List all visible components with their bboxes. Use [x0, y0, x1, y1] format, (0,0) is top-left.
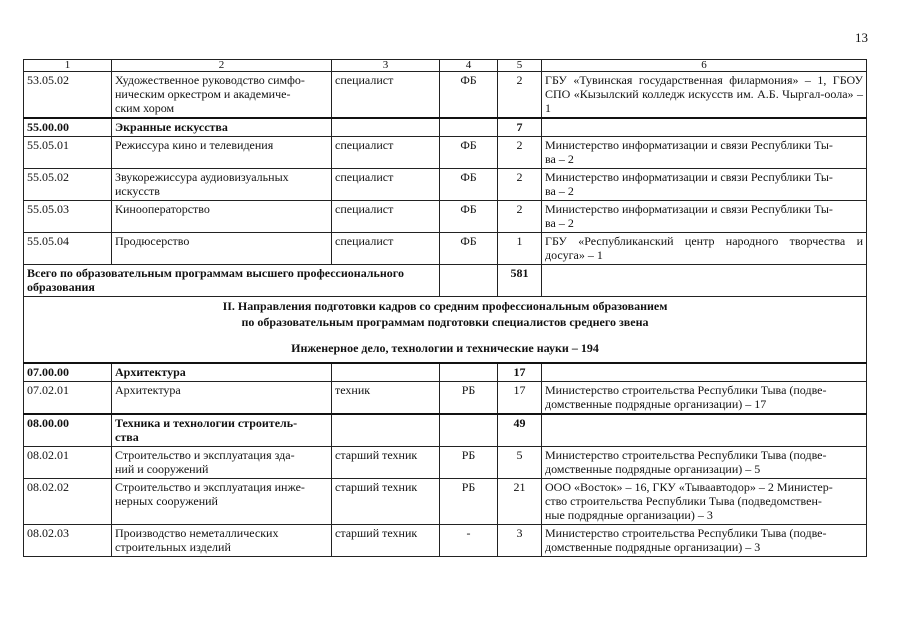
column-header-6: 6 [542, 60, 867, 72]
section-heading [24, 297, 867, 364]
qualification-cell: специалист [332, 137, 440, 169]
funding-cell: ФБ [440, 72, 498, 119]
qualification-cell: специалист [332, 201, 440, 233]
column-header-2: 2 [112, 60, 332, 72]
count-cell: 5 [498, 447, 542, 479]
program-name-cell: Строительство и эксплуатация инже- нерных сооружений [112, 479, 332, 525]
organization-cell: Министерство строительства Республики Тыва (подве- домственные подрядные организации) – 5 [542, 447, 867, 479]
total-empty-org [542, 265, 867, 297]
funding-cell [440, 363, 498, 382]
funding-cell [440, 414, 498, 447]
table-row [24, 479, 867, 525]
column-number-header [24, 60, 867, 72]
table-body-higher-education [24, 60, 867, 265]
qualification-cell [332, 118, 440, 137]
count-cell: 2 [498, 169, 542, 201]
table-row [24, 169, 867, 201]
program-name-cell: Художественное руководство симфо- ническим оркестром и академиче- ским хором [112, 72, 332, 119]
qualification-cell: старший техник [332, 479, 440, 525]
total-label: Всего по образовательным программам высшего профессионального образования [24, 265, 440, 297]
count-cell: 21 [498, 479, 542, 525]
column-header-1: 1 [24, 60, 112, 72]
table-row [24, 447, 867, 479]
program-code-cell: 55.05.02 [24, 169, 112, 201]
program-name-cell: Экранные искусства [112, 118, 332, 137]
table-body-total [24, 265, 867, 364]
organization-cell: ГБУ «Республиканский центр народного творчества и досуга» – 1 [542, 233, 867, 265]
organization-cell: Министерство строительства Республики Тыва (подве- домственные подрядные организации) – 17 [542, 382, 867, 415]
qualification-cell [332, 414, 440, 447]
count-cell: 7 [498, 118, 542, 137]
count-cell: 49 [498, 414, 542, 447]
column-header-5: 5 [498, 60, 542, 72]
funding-cell: ФБ [440, 233, 498, 265]
count-cell: 17 [498, 382, 542, 415]
qualification-cell: специалист [332, 72, 440, 119]
section-title-line2: по образовательным программам подготовки специалистов среднего звена [241, 315, 649, 329]
table-row [24, 201, 867, 233]
group-row [24, 414, 867, 447]
organization-cell [542, 363, 867, 382]
funding-cell: ФБ [440, 169, 498, 201]
program-code-cell: 08.02.01 [24, 447, 112, 479]
funding-cell: ФБ [440, 201, 498, 233]
program-code-cell: 55.05.01 [24, 137, 112, 169]
program-code-cell: 08.02.02 [24, 479, 112, 525]
program-name-cell: Звукорежиссура аудиовизуальных искусств [112, 169, 332, 201]
qualification-cell: техник [332, 382, 440, 415]
organization-cell: Министерство информатизации и связи Республики Ты- ва – 2 [542, 201, 867, 233]
qualification-cell: специалист [332, 169, 440, 201]
qualification-cell: старший техник [332, 447, 440, 479]
program-name-cell: Производство неметаллических строительных изделий [112, 525, 332, 557]
program-name-cell: Техника и технологии строитель- ства [112, 414, 332, 447]
program-name-cell: Архитектура [112, 363, 332, 382]
organization-cell: Министерство информатизации и связи Республики Ты- ва – 2 [542, 169, 867, 201]
table-row [24, 382, 867, 415]
program-name-cell: Архитектура [112, 382, 332, 415]
qualification-cell: специалист [332, 233, 440, 265]
funding-cell: РБ [440, 447, 498, 479]
table-row [24, 233, 867, 265]
table-row [24, 72, 867, 119]
program-code-cell: 53.05.02 [24, 72, 112, 119]
program-code-cell: 07.02.01 [24, 382, 112, 415]
table-row [24, 137, 867, 169]
program-code-cell: 08.02.03 [24, 525, 112, 557]
section-heading-row [24, 297, 867, 364]
count-cell: 2 [498, 137, 542, 169]
organization-cell: ООО «Восток» – 16, ГКУ «Тываавтодор» – 2 Министер- ство строительства Республики Тыва (подведомствен- ные подрядные организации) – 3 [542, 479, 867, 525]
organization-cell [542, 414, 867, 447]
organization-cell [542, 118, 867, 137]
programs-table [23, 59, 867, 557]
group-row [24, 363, 867, 382]
organization-cell: Министерство строительства Республики Тыва (подве- домственные подрядные организации) – 3 [542, 525, 867, 557]
funding-cell: - [440, 525, 498, 557]
program-name-cell: Кинооператорство [112, 201, 332, 233]
total-value: 581 [498, 265, 542, 297]
count-cell: 17 [498, 363, 542, 382]
program-code-cell: 55.05.03 [24, 201, 112, 233]
program-name-cell: Режиссура кино и телевидения [112, 137, 332, 169]
organization-cell: ГБУ «Тувинская государственная филармония» – 1, ГБОУ СПО «Кызылский колледж искусств им. А.Б. Чыргал-оола» – 1 [542, 72, 867, 119]
count-cell: 1 [498, 233, 542, 265]
funding-cell: РБ [440, 479, 498, 525]
program-name-cell: Строительство и эксплуатация зда- ний и сооружений [112, 447, 332, 479]
page-number: 13 [855, 30, 868, 45]
organization-cell: Министерство информатизации и связи Республики Ты- ва – 2 [542, 137, 867, 169]
count-cell: 3 [498, 525, 542, 557]
funding-cell: РБ [440, 382, 498, 415]
group-row [24, 118, 867, 137]
section-subtitle: Инженерное дело, технологии и технические науки – 194 [291, 341, 599, 355]
qualification-cell: старший техник [332, 525, 440, 557]
count-cell: 2 [498, 72, 542, 119]
count-cell: 2 [498, 201, 542, 233]
program-code-cell: 55.00.00 [24, 118, 112, 137]
program-name-cell: Продюсерство [112, 233, 332, 265]
program-code-cell: 08.00.00 [24, 414, 112, 447]
funding-cell: ФБ [440, 137, 498, 169]
program-code-cell: 55.05.04 [24, 233, 112, 265]
table-row [24, 525, 867, 557]
table-body-secondary-education [24, 363, 867, 557]
total-row [24, 265, 867, 297]
total-empty-cell [440, 265, 498, 297]
section-title-line1: II. Направления подготовки кадров со средним профессиональным образованием [222, 299, 668, 313]
program-code-cell: 07.00.00 [24, 363, 112, 382]
column-header-4: 4 [440, 60, 498, 72]
qualification-cell [332, 363, 440, 382]
funding-cell [440, 118, 498, 137]
column-header-3: 3 [332, 60, 440, 72]
